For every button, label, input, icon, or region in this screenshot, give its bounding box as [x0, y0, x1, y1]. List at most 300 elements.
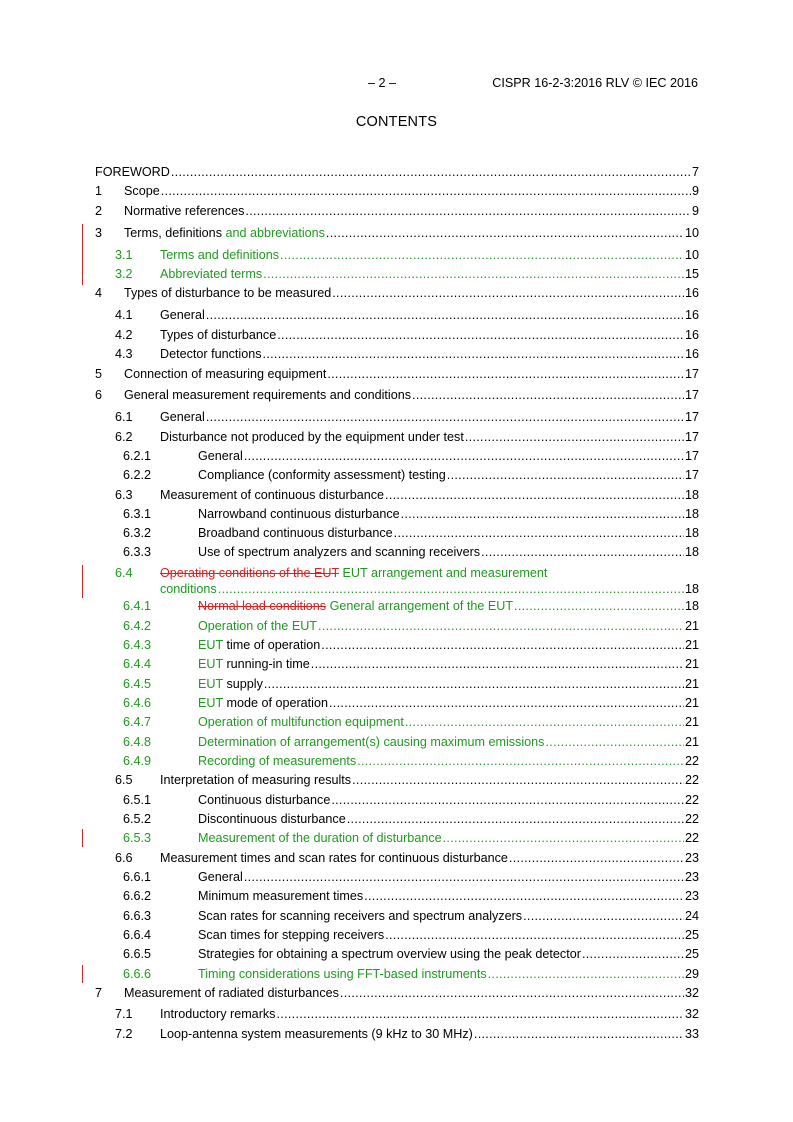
toc-page-number: 21 — [684, 735, 699, 749]
toc-page-number: 16 — [684, 328, 699, 342]
dot-leader — [263, 266, 684, 282]
toc-page-number: 21 — [684, 677, 699, 691]
toc-number: 6.3.2 — [123, 526, 152, 540]
toc-title — [124, 203, 244, 219]
toc-entry[interactable] — [95, 429, 699, 445]
toc-number: 3.2 — [115, 267, 133, 281]
toc-title — [198, 525, 393, 541]
toc-entry-line — [198, 618, 699, 634]
toc-title — [198, 656, 310, 672]
toc-entry[interactable] — [95, 830, 699, 846]
dot-leader — [245, 203, 691, 219]
toc-entry[interactable] — [95, 676, 699, 692]
toc-entry-line — [198, 927, 699, 943]
dot-leader — [321, 637, 684, 653]
dot-leader — [357, 753, 684, 769]
toc-number: 6 — [95, 388, 103, 402]
dot-leader — [218, 581, 684, 597]
toc-page-number: 25 — [684, 947, 699, 961]
toc-number: 4.1 — [115, 308, 133, 322]
toc-number: 6.5 — [115, 773, 133, 787]
toc-title — [198, 908, 522, 924]
toc-title — [124, 985, 339, 1001]
toc-title — [160, 487, 384, 503]
toc-title — [198, 637, 320, 653]
toc-page-number: 23 — [684, 889, 699, 903]
toc-number: 6.6.3 — [123, 909, 152, 923]
toc-title — [160, 327, 276, 343]
toc-entry-line — [198, 946, 699, 962]
toc-page-number: 22 — [684, 812, 699, 826]
dot-leader — [352, 772, 684, 788]
dot-leader — [465, 429, 684, 445]
toc-number: 6.6.5 — [123, 947, 152, 961]
toc-page-number: 23 — [684, 851, 699, 865]
toc-entry[interactable] — [95, 1006, 699, 1022]
toc-entry-line — [198, 598, 699, 614]
toc-number: 1 — [95, 184, 103, 198]
toc-title-text: Scan rates for scanning receivers and spectrum analyzers — [198, 909, 523, 923]
toc-title-text: General — [160, 410, 205, 424]
toc-title-text: EUT — [198, 677, 223, 691]
toc-page-number: 17 — [684, 388, 699, 402]
toc-page-number: 18 — [684, 526, 699, 540]
toc-number: 6.5.1 — [123, 793, 152, 807]
toc-entry[interactable] — [95, 247, 699, 263]
dot-leader — [523, 908, 684, 924]
toc-number: 3.1 — [115, 248, 133, 262]
toc-entry[interactable] — [95, 565, 699, 596]
toc-title-text: Terms, definitions — [124, 226, 222, 240]
toc-page-number: 22 — [684, 793, 699, 807]
toc-title-text: Discontinuous disturbance — [198, 812, 346, 826]
dot-leader — [326, 225, 684, 241]
toc-entry-line — [198, 811, 699, 827]
toc-entry-line — [160, 565, 699, 581]
toc-entry-line — [198, 734, 699, 750]
toc-number: 7 — [95, 986, 103, 1000]
toc-entry[interactable] — [95, 409, 699, 425]
toc-entry-line — [198, 869, 699, 885]
toc-title-text: Types of disturbance to be measured — [124, 286, 332, 300]
toc-title-suffix: and abbreviations — [222, 226, 325, 240]
toc-title — [160, 346, 262, 362]
toc-number: 6.6.6 — [123, 967, 152, 981]
toc-title-text: General — [160, 308, 205, 322]
dot-leader — [582, 946, 684, 962]
dot-leader — [474, 1026, 684, 1042]
toc-title — [198, 467, 446, 483]
dot-leader — [329, 695, 684, 711]
toc-number: 6.4.5 — [123, 677, 152, 691]
toc-entry[interactable] — [95, 164, 699, 180]
toc-title-text: EUT arrangement and measurement — [338, 566, 548, 580]
toc-entry[interactable] — [95, 618, 699, 634]
toc-entry[interactable] — [95, 366, 699, 382]
toc-entry[interactable] — [95, 927, 699, 943]
toc-page-number: 21 — [684, 638, 699, 652]
toc-title — [198, 811, 346, 827]
toc-page-number: 9 — [691, 184, 699, 198]
toc-title-continuation: conditions — [160, 582, 217, 596]
toc-title-text: General arrangement of the EUT — [326, 599, 514, 613]
toc-title-text: Use of spectrum analyzers and scanning receivers — [198, 545, 481, 559]
toc-entry-line — [198, 676, 699, 692]
toc-number: 6.4.9 — [123, 754, 152, 768]
toc-entry[interactable] — [95, 327, 699, 343]
toc-title-text: Normative references — [124, 204, 245, 218]
toc-page-number: 22 — [684, 773, 699, 787]
toc-title — [198, 714, 404, 730]
dot-leader — [171, 164, 691, 180]
dot-leader — [327, 366, 684, 382]
toc-entry[interactable] — [95, 467, 699, 483]
toc-entry-line — [124, 285, 699, 301]
toc-title-text: EUT — [198, 696, 223, 710]
toc-title-text: Loop-antenna system measurements (9 kHz to 30 MHz) — [160, 1027, 473, 1041]
toc-title — [160, 565, 547, 581]
toc-title — [198, 544, 480, 560]
toc-page-number: 17 — [684, 449, 699, 463]
toc-entry[interactable] — [95, 656, 699, 672]
toc-title-text: Strategies for obtaining a spectrum overview using the peak detector — [198, 947, 581, 961]
toc-title — [160, 850, 508, 866]
toc-number: 6.4.3 — [123, 638, 152, 652]
change-bar — [82, 829, 83, 847]
toc-number: 6.2.2 — [123, 468, 152, 482]
dot-leader — [514, 598, 684, 614]
toc-title — [198, 792, 330, 808]
toc-entry-line — [160, 346, 699, 362]
toc-entry[interactable] — [95, 811, 699, 827]
toc-title-suffix: supply — [222, 677, 263, 691]
page-header — [0, 76, 793, 92]
toc-title — [124, 183, 160, 199]
dot-leader — [364, 888, 684, 904]
toc-title-text: Detector functions — [160, 347, 262, 361]
toc-page-number: 7 — [691, 165, 699, 179]
toc-page-number: 18 — [684, 545, 699, 559]
toc-entry-line — [160, 487, 699, 503]
dot-leader — [394, 525, 684, 541]
toc-entry[interactable] — [95, 637, 699, 653]
toc-title-text: Interpretation of measuring results — [160, 773, 352, 787]
dot-leader — [244, 869, 684, 885]
toc-page-number: 10 — [684, 248, 699, 262]
toc-entry[interactable] — [95, 850, 699, 866]
toc-entry[interactable] — [95, 946, 699, 962]
toc-entry[interactable] — [95, 183, 699, 199]
toc-number: 7.1 — [115, 1007, 133, 1021]
dot-leader — [206, 307, 684, 323]
toc-entry-line — [160, 850, 699, 866]
toc-page-number: 18 — [684, 488, 699, 502]
toc-page-number: 24 — [684, 909, 699, 923]
toc-title-text: Terms and definitions — [160, 248, 280, 262]
toc-entry[interactable] — [95, 966, 699, 982]
change-bar — [82, 965, 83, 983]
dot-leader — [545, 734, 684, 750]
toc-entry-line — [198, 966, 699, 982]
toc-page-number: 21 — [684, 715, 699, 729]
page-number: – 2 – — [368, 76, 397, 90]
dot-leader — [244, 448, 684, 464]
dot-leader — [340, 985, 684, 1001]
toc-title — [124, 285, 331, 301]
toc-title — [160, 429, 464, 445]
toc-number: 6.5.2 — [123, 812, 152, 826]
dot-leader — [311, 656, 684, 672]
change-bar — [82, 565, 83, 598]
toc-entry[interactable] — [95, 598, 699, 614]
toc-title — [198, 869, 243, 885]
toc-number: 6.4.7 — [123, 715, 152, 729]
toc-page-number: 25 — [684, 928, 699, 942]
toc-title — [160, 266, 262, 282]
toc-number: 6.6.1 — [123, 870, 152, 884]
toc-number: 6.3 — [115, 488, 133, 502]
toc-number: 6.5.3 — [123, 831, 152, 845]
toc-number: 6.2 — [115, 430, 133, 444]
toc-entry[interactable] — [95, 753, 699, 769]
toc-title — [198, 506, 400, 522]
dot-leader — [161, 183, 691, 199]
toc-entry[interactable] — [95, 734, 699, 750]
toc-entry-line — [124, 387, 699, 403]
toc-page-number: 16 — [684, 347, 699, 361]
toc-entry[interactable] — [95, 544, 699, 560]
toc-title — [124, 366, 326, 382]
toc-title-text: Types of disturbance — [160, 328, 277, 342]
toc-entry-line — [198, 830, 699, 846]
toc-entry[interactable] — [95, 387, 699, 403]
toc-entry-line — [160, 266, 699, 282]
toc-title-text: Connection of measuring equipment — [124, 367, 327, 381]
toc-title — [124, 387, 411, 403]
toc-title-text: Measurement times and scan rates for continuous disturbance — [160, 851, 508, 865]
toc-title-text: Scan times for stepping receivers — [198, 928, 385, 942]
toc-entry[interactable] — [95, 772, 699, 788]
dot-leader — [385, 487, 684, 503]
toc-number: 6.3.3 — [123, 545, 152, 559]
dot-leader — [447, 467, 684, 483]
toc-title-suffix: mode of operation — [222, 696, 328, 710]
toc-entry-line — [160, 409, 699, 425]
toc-page-number: 10 — [684, 226, 699, 240]
toc-entry[interactable] — [95, 908, 699, 924]
toc-title-text: General — [198, 870, 243, 884]
change-bar — [82, 224, 83, 285]
toc-title-text: General — [198, 449, 243, 463]
toc-entry[interactable] — [95, 714, 699, 730]
toc-title — [198, 618, 317, 634]
toc-title-text: Scope — [124, 184, 160, 198]
toc-entry-line — [198, 637, 699, 653]
toc-title — [160, 409, 205, 425]
toc-title — [160, 307, 205, 323]
toc-title — [198, 888, 363, 904]
toc-entry[interactable] — [95, 266, 699, 282]
toc-entry-line — [198, 448, 699, 464]
toc-entry[interactable] — [95, 285, 699, 301]
toc-entry-line — [198, 544, 699, 560]
dot-leader — [481, 544, 684, 560]
toc-title-text: General measurement requirements and conditions — [124, 388, 412, 402]
toc-title-text: Measurement of radiated disturbances — [124, 986, 339, 1000]
toc-number: 6.6.2 — [123, 889, 152, 903]
dot-leader — [318, 618, 684, 634]
toc-number: 6.6.4 — [123, 928, 152, 942]
toc-entry-line — [198, 714, 699, 730]
toc-entry-line — [198, 467, 699, 483]
toc-entry[interactable] — [95, 695, 699, 711]
toc-title-text: Minimum measurement times — [198, 889, 364, 903]
dot-leader — [280, 247, 684, 263]
dot-leader — [332, 285, 684, 301]
toc-entry-line — [198, 695, 699, 711]
toc-title — [198, 598, 513, 614]
dot-leader — [488, 966, 684, 982]
toc-entry-line — [160, 429, 699, 445]
toc-title-suffix: time of operation — [222, 638, 321, 652]
toc-page-number: 21 — [684, 696, 699, 710]
toc-entry-line — [198, 908, 699, 924]
toc-page-number: 16 — [684, 286, 699, 300]
toc-title — [95, 164, 170, 180]
toc-page-number: 15 — [684, 267, 699, 281]
dot-leader — [331, 792, 684, 808]
toc-page-number: 29 — [684, 967, 699, 981]
toc-page-number: 17 — [684, 430, 699, 444]
toc-number: 2 — [95, 204, 103, 218]
toc-title-text: Narrowband continuous disturbance — [198, 507, 400, 521]
toc-entry[interactable] — [95, 225, 699, 241]
dot-leader — [264, 676, 684, 692]
toc-page-number: 21 — [684, 657, 699, 671]
toc-entry-line — [124, 366, 699, 382]
toc-entry-line — [124, 985, 699, 1001]
toc-title — [198, 695, 328, 711]
toc-title — [198, 946, 581, 962]
toc-title-text: Continuous disturbance — [198, 793, 331, 807]
toc-title-suffix: running-in time — [222, 657, 310, 671]
toc-entry-line — [198, 506, 699, 522]
toc-entry-continuation — [160, 581, 699, 597]
dot-leader — [385, 927, 684, 943]
toc-entry[interactable] — [95, 448, 699, 464]
toc-entry-line — [160, 307, 699, 323]
toc-number: 6.4.4 — [123, 657, 152, 671]
dot-leader — [405, 714, 684, 730]
toc-page-number: 32 — [684, 986, 699, 1000]
toc-number: 6.4.2 — [123, 619, 152, 633]
toc-number: 6.4.6 — [123, 696, 152, 710]
toc-page-number: 32 — [684, 1007, 699, 1021]
toc-entry[interactable] — [95, 487, 699, 503]
document-id: CISPR 16-2-3:2016 RLV © IEC 2016 — [492, 76, 698, 90]
toc-title-text: EUT — [198, 638, 223, 652]
toc-entry-line — [198, 753, 699, 769]
toc-title-text: EUT — [198, 657, 223, 671]
toc-page-number: 22 — [684, 831, 699, 845]
toc-title — [198, 966, 487, 982]
dot-leader — [276, 1006, 684, 1022]
toc-entry-line — [160, 327, 699, 343]
toc-page-number: 18 — [684, 582, 699, 596]
toc-entry-line — [124, 183, 699, 199]
dot-leader — [509, 850, 684, 866]
toc-number: 6.1 — [115, 410, 133, 424]
toc-entry-line — [198, 525, 699, 541]
toc-title — [198, 830, 442, 846]
toc-title-text: Introductory remarks — [160, 1007, 276, 1021]
toc-entry[interactable] — [95, 985, 699, 1001]
toc-entry[interactable] — [95, 506, 699, 522]
toc-number: 4 — [95, 286, 103, 300]
toc-title-text: Compliance (conformity assessment) testing — [198, 468, 446, 482]
toc-entry[interactable] — [95, 792, 699, 808]
toc-entry-line — [160, 247, 699, 263]
toc-title-text: Measurement of the duration of disturbance — [198, 831, 442, 845]
toc-title — [198, 448, 243, 464]
toc-entry[interactable] — [95, 203, 699, 219]
toc-title — [198, 927, 384, 943]
toc-number: 4.3 — [115, 347, 133, 361]
toc-entry-line — [160, 1006, 699, 1022]
toc-title-text: Timing considerations using FFT-based instruments — [198, 967, 487, 981]
toc-entry[interactable] — [95, 869, 699, 885]
dot-leader — [263, 346, 684, 362]
toc-title-text: Abbreviated terms — [160, 267, 263, 281]
toc-title — [198, 753, 356, 769]
toc-title — [160, 772, 351, 788]
toc-page-number: 9 — [691, 204, 699, 218]
toc-page-number: 16 — [684, 308, 699, 322]
toc-entry[interactable] — [95, 1026, 699, 1042]
toc-title-text: Operation of multifunction equipment — [198, 715, 404, 729]
toc-title-text: FOREWORD — [95, 165, 170, 179]
toc-title-text: Operation of the EUT — [198, 619, 318, 633]
toc-number: 6.4 — [115, 566, 133, 580]
toc-entry-line — [198, 656, 699, 672]
toc-title — [198, 734, 544, 750]
toc-number: 6.4.1 — [123, 599, 152, 613]
toc-page-number: 18 — [684, 599, 699, 613]
toc-page-number: 21 — [684, 619, 699, 633]
toc-title-text: Recording of measurements — [198, 754, 357, 768]
dot-leader — [443, 830, 684, 846]
toc-number: 6.6 — [115, 851, 133, 865]
toc-page-number: 17 — [684, 410, 699, 424]
toc-number: 6.4.8 — [123, 735, 152, 749]
deleted-text: Normal load conditions — [198, 599, 327, 613]
toc-entry[interactable] — [95, 346, 699, 362]
toc-title — [160, 1006, 275, 1022]
toc-page-number: 22 — [684, 754, 699, 768]
toc-number: 5 — [95, 367, 103, 381]
toc-title-text: Determination of arrangement(s) causing maximum emissions — [198, 735, 545, 749]
toc-page-number: 17 — [684, 367, 699, 381]
toc-page-number: 18 — [684, 507, 699, 521]
toc-entry[interactable] — [95, 307, 699, 323]
toc-page-number: 33 — [684, 1027, 699, 1041]
toc-title — [160, 247, 279, 263]
toc-entry[interactable] — [95, 888, 699, 904]
toc-entry[interactable] — [95, 525, 699, 541]
toc-number: 3 — [95, 226, 103, 240]
toc-title-text: Disturbance not produced by the equipment under test — [160, 430, 464, 444]
toc-entry-line — [198, 792, 699, 808]
